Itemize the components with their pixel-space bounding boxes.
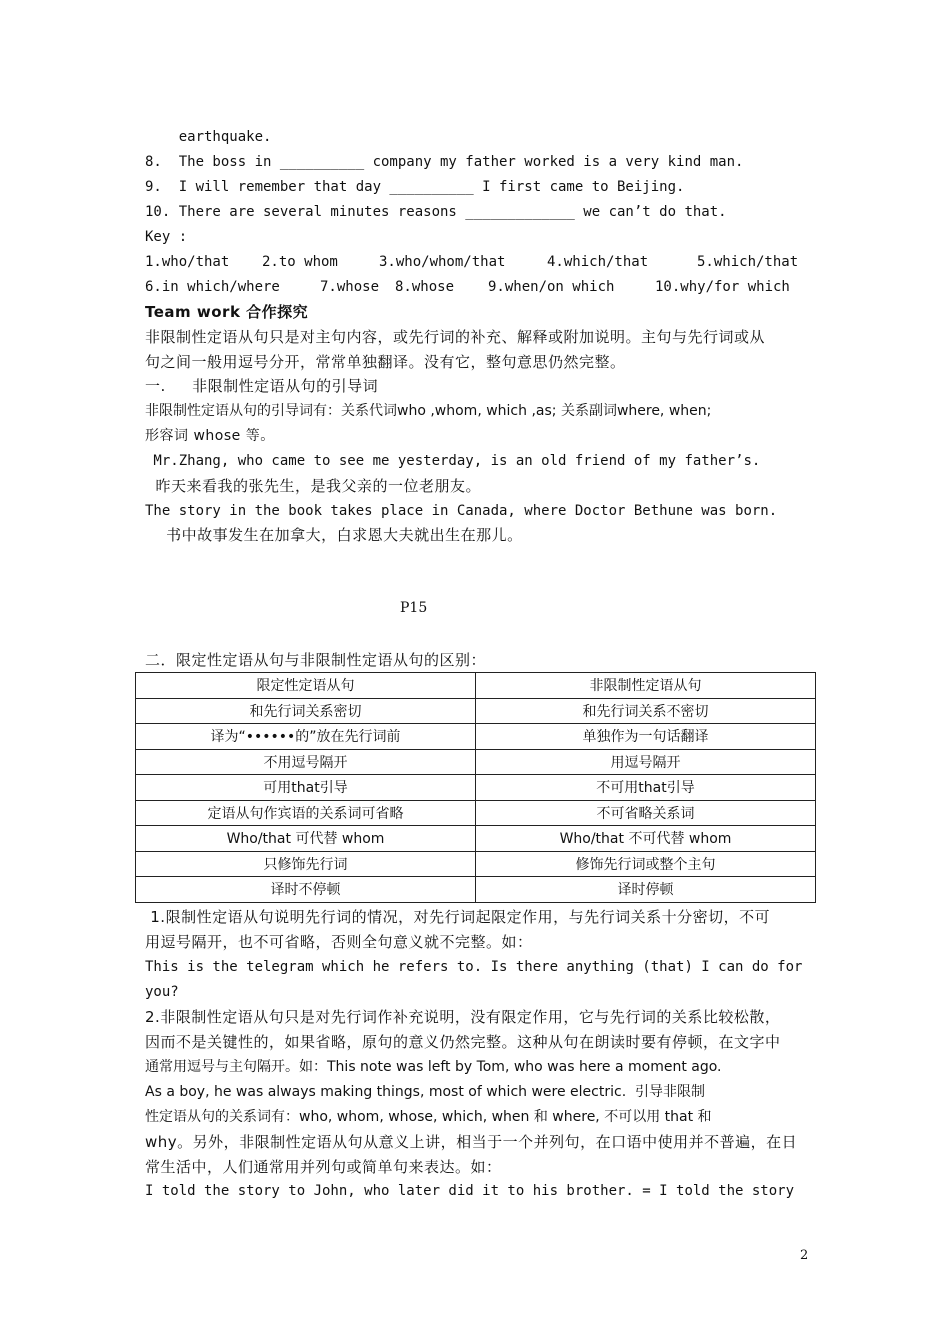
table-cell: 和先行词关系不密切: [476, 698, 816, 724]
section1-line: 非限制性定语从句的引导词有：关系代词who ,whom, which ,as; 关系副词where, when;: [145, 403, 712, 419]
teamwork-title: Team work 合作探究: [145, 303, 309, 321]
table-row: [136, 673, 816, 699]
key-item: 9.when/on which: [488, 279, 615, 295]
key-item: 2.to whom: [262, 254, 338, 270]
table-row: [136, 775, 816, 801]
key-item: 8.whose: [395, 279, 455, 295]
table-cell: 译为“••••••的”放在先行词前: [136, 724, 476, 750]
key-label: Key :: [145, 229, 188, 245]
table-cell: 译时停顿: [476, 877, 816, 903]
key-item: 5.which/that: [697, 254, 799, 270]
table-cell: Who/that 可代替 whom: [136, 826, 476, 852]
exercise-line-9: 9. I will remember that day __________ I first came to Beijing.: [145, 179, 685, 195]
example1-chinese: 昨天来看我的张先生，是我父亲的一位老朋友。: [145, 477, 482, 495]
table-row: [136, 724, 816, 750]
intro-line: 句之间一般用逗号分开，常常单独翻译。没有它，整句意思仍然完整。: [145, 353, 626, 371]
table-row: [136, 851, 816, 877]
key-item: 1.who/that: [145, 254, 230, 270]
key-item: 10.why/for which: [655, 279, 790, 295]
key-item: 4.which/that: [547, 254, 649, 270]
page-number: 2: [800, 1248, 809, 1263]
table-cell: 不可用that引导: [476, 775, 816, 801]
body-line: 通常用逗号与主句隔开。如：This note was left by Tom, who was here a moment ago.: [145, 1059, 722, 1075]
section2-title: 二．限定性定语从句与非限制性定语从句的区别：: [145, 651, 487, 669]
table-cell: 不用逗号隔开: [136, 749, 476, 775]
table-cell: 和先行词关系密切: [136, 698, 476, 724]
page-label: P15: [400, 600, 428, 616]
exercise-line-10: 10. There are several minutes reasons _____________ we can’t do that.: [145, 204, 727, 220]
exercise-line-earthquake: earthquake.: [145, 129, 272, 145]
body-line: 因而不是关键性的，如果省略，原句的意义仍然完整。这种从句在朗读时要有停顿，在文字中: [145, 1033, 781, 1051]
table-cell: 可用that引导: [136, 775, 476, 801]
table-cell: 不可省略关系词: [476, 800, 816, 826]
table-row: [136, 877, 816, 903]
example2-english: The story in the book takes place in Canada, where Doctor Bethune was born.: [145, 503, 778, 519]
table-row: [136, 749, 816, 775]
body-line: 2.非限制性定语从句只是对先行词作补充说明，没有限定作用，它与先行词的关系比较松散，: [145, 1008, 781, 1026]
body-line: 性定语从句的关系词有：who, whom, whose, which, when 和 where, 不可以用 that 和: [145, 1109, 712, 1125]
table-cell: Who/that 不可代替 whom: [476, 826, 816, 852]
key-item: 7.whose: [320, 279, 380, 295]
section1-title: 一. 非限制性定语从句的引导词: [145, 377, 379, 395]
table-cell: 只修饰先行词: [136, 851, 476, 877]
table-row: [136, 698, 816, 724]
key-row-1: [145, 252, 815, 272]
table-cell: 定语从句作宾语的关系词可省略: [136, 800, 476, 826]
table-cell: 非限制性定语从句: [476, 673, 816, 699]
table-cell: 限定性定语从句: [136, 673, 476, 699]
body-line: This is the telegram which he refers to. Is there anything (that) I can do for: [145, 959, 803, 975]
exercise-line-8: 8. The boss in __________ company my father worked is a very kind man.: [145, 154, 744, 170]
body-line: 常生活中，人们通常用并列句或简单句来表达。如：: [145, 1158, 502, 1176]
table-cell: 修饰先行词或整个主句: [476, 851, 816, 877]
comparison-table: [135, 672, 816, 903]
body-line: why。另外，非限制性定语从句从意义上讲，相当于一个并列句，在口语中使用并不普遍，在日: [145, 1133, 798, 1151]
body-line: As a boy, he was always making things, most of which were electric. 引导非限制: [145, 1084, 706, 1100]
intro-line: 非限制性定语从句只是对主句内容，或先行词的补充、解释或附加说明。主句与先行词或从: [145, 328, 766, 346]
body-line: you?: [145, 984, 179, 1000]
body-line: I told the story to John, who later did it to his brother. = I told the story: [145, 1183, 795, 1199]
table-cell: 单独作为一句话翻译: [476, 724, 816, 750]
key-row-2: [145, 277, 815, 297]
body-line: 1.限制性定语从句说明先行词的情况，对先行词起限定作用，与先行词关系十分密切，不可: [145, 908, 771, 926]
key-item: 6.in which/where: [145, 279, 280, 295]
example1-english: Mr.Zhang, who came to see me yesterday, is an old friend of my father’s.: [145, 453, 761, 469]
table-cell: 译时不停顿: [136, 877, 476, 903]
table-row: [136, 826, 816, 852]
example2-chinese: 书中故事发生在加拿大，白求恩大夫就出生在那儿。: [145, 526, 523, 544]
key-item: 3.who/whom/that: [379, 254, 506, 270]
table-cell: 用逗号隔开: [476, 749, 816, 775]
table-row: [136, 800, 816, 826]
section1-line: 形容词 whose 等。: [145, 428, 275, 444]
body-line: 用逗号隔开，也不可省略，否则全句意义就不完整。如：: [145, 933, 533, 951]
